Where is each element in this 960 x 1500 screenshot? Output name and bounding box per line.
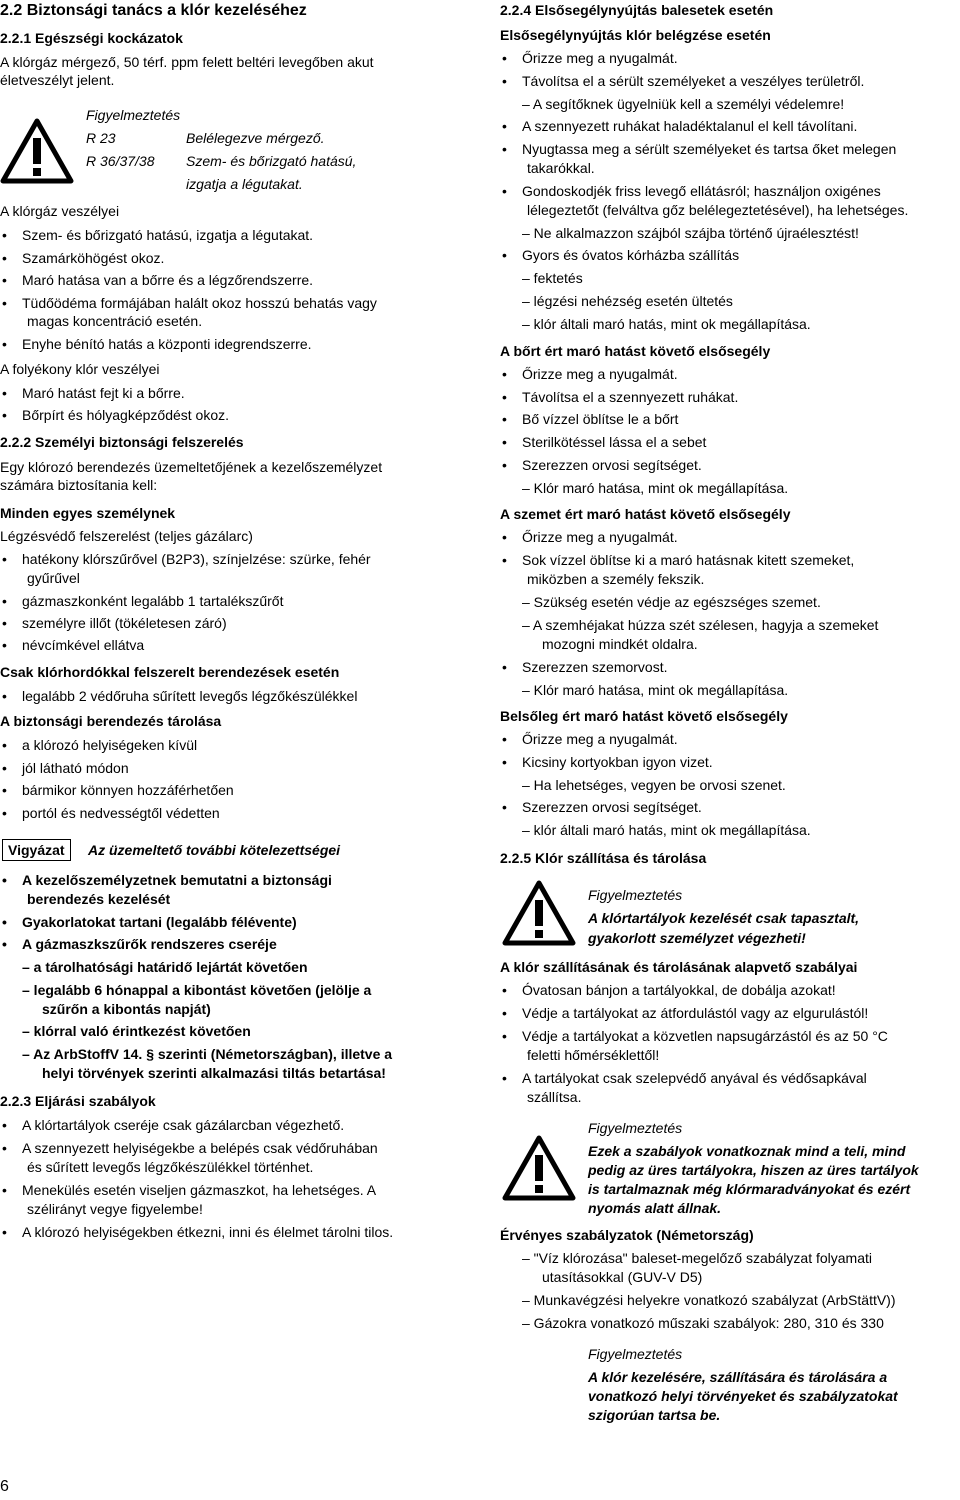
r-code: R 23 [86, 130, 116, 146]
r-code: R 36/37/38 [86, 153, 155, 169]
bullet-icon: • [2, 914, 7, 930]
warning-text: vonatkozó helyi törvényeket és szabályzatokat [588, 1388, 898, 1404]
health-risks-title: 2.2.1 Egészségi kockázatok [0, 30, 183, 46]
list-item-cont: takarókkal. [527, 160, 595, 176]
procedure-rules-title: 2.2.3 Eljárási szabályok [0, 1093, 156, 1109]
bullet-icon: • [502, 141, 507, 157]
bullet-icon: • [502, 118, 507, 134]
list-item: Nyugtassa meg a sérült személyeket és tartsa őket melegen [522, 141, 897, 157]
list-item: Szerezzen orvosi segítséget. [522, 799, 702, 815]
bullet-icon: • [2, 1140, 7, 1156]
list-item: legalább 2 védőruha sűrített levegős légzőkészülékkel [22, 688, 358, 704]
bullet-icon: • [2, 782, 7, 798]
bullet-icon: • [502, 1028, 507, 1044]
list-item-cont: magas koncentráció esetén. [27, 313, 203, 329]
list-item: bármikor könnyen hozzáférhetően [22, 782, 234, 798]
bullet-icon: • [2, 1117, 7, 1133]
sub-item: – Ne alkalmazzon szájból szájba történő újraélesztést! [522, 225, 859, 241]
sub-item-cont: utasításokkal (GUV-V D5) [542, 1269, 703, 1285]
list-item: Sok vízzel öblítse ki a maró hatásnak kitett szemeket, [522, 552, 855, 568]
warning-text: pedig az üres tartályokra, hiszen az üres tartályok [588, 1162, 919, 1178]
bullet-icon: • [502, 434, 507, 450]
bullet-icon: • [2, 688, 7, 704]
list-item: személyre illőt (tökéletesen záró) [22, 615, 227, 631]
list-item: Szem- és bőrizgató hatású, izgatja a légutakat. [22, 227, 314, 243]
list-item: a klórozó helyiségeken kívül [22, 737, 198, 753]
list-item: Gyors és óvatos kórházba szállítás [522, 247, 740, 263]
duty-item: Gyakorlatokat tartani (legalább félévente) [22, 914, 297, 930]
list-item-cont: szállítsa. [527, 1089, 582, 1105]
list-item: Bő vízzel öblítse le a bőrt [522, 411, 679, 427]
intro-line-2: életveszélyt jelent. [0, 72, 115, 88]
sub-item: – Szükség esetén védje az egészséges szemet. [522, 594, 821, 610]
warning-triangle-icon [0, 118, 74, 184]
list-item-cont: és sűrített levegős légzőkészülékkel történhet. [27, 1159, 314, 1175]
list-item: Kicsiny kortyokban igyon vizet. [522, 754, 713, 770]
bullet-icon: • [502, 389, 507, 405]
bullet-icon: • [2, 737, 7, 753]
sub-item: – Ha lehetséges, vegyen be orvosi szenet. [522, 777, 786, 793]
first-aid-title: 2.2.4 Elsősegélynyújtás balesetek esetén [500, 2, 774, 18]
duty-item-cont: berendezés kezelését [27, 891, 171, 907]
list-item: Szerezzen szemorvost. [522, 659, 668, 675]
intro-line-1: A klórgáz mérgező, 50 térf. ppm felett beltéri levegőben akut [0, 54, 374, 70]
list-item: Őrizze meg a nyugalmát. [522, 529, 678, 545]
list-item: A szennyezett helyiségekbe a belépés csak védőruhában [22, 1140, 378, 1156]
r-text: Belélegezve mérgező. [186, 130, 325, 146]
list-item-cont: miközben a személy fekszik. [527, 571, 705, 587]
bullet-icon: • [502, 457, 507, 473]
bullet-icon: • [2, 295, 7, 311]
list-item: Tüdőödéma formájában halált okoz hosszú behatás vagy [22, 295, 377, 311]
list-item: Védje a tartályokat az átfordulástól vagy az elgurulástól! [522, 1005, 869, 1021]
respirator-line: Légzésvédő felszerelést (teljes gázálarc) [0, 528, 253, 544]
bullet-icon: • [2, 936, 7, 952]
sub-item: – légzési nehézség esetén ültetés [522, 293, 733, 309]
bullet-icon: • [2, 872, 7, 888]
bullet-icon: • [502, 529, 507, 545]
list-item-cont: feletti hőmérséklettől! [527, 1047, 660, 1063]
sub-item: – A szemhéjakat húzza szét szélesen, hagyja a szemeket [522, 617, 879, 633]
bullet-icon: • [2, 615, 7, 631]
inhalation-title: Elsősegélynyújtás klór belégzése esetén [500, 27, 771, 43]
equipment-intro-1: Egy klórozó berendezés üzemeltetőjének a kezelőszemélyzet [0, 459, 383, 475]
list-item: Óvatosan bánjon a tartályokkal, de dobálja azokat! [522, 982, 836, 998]
equipment-intro-2: számára biztosítania kell: [0, 477, 158, 493]
warning-text: A klór kezelésére, szállítására és tárolására a [588, 1369, 888, 1385]
list-item: Távolítsa el a szennyezett ruhákat. [522, 389, 739, 405]
bullet-icon: • [2, 272, 7, 288]
sub-item: – "Víz klórozása" baleset-megelőző szabályzat folyamati [522, 1250, 872, 1266]
valid-regulations-title: Érvényes szabályzatok (Németország) [500, 1227, 754, 1243]
bullet-icon: • [502, 73, 507, 89]
list-item: Őrizze meg a nyugalmát. [522, 731, 678, 747]
bullet-icon: • [2, 593, 7, 609]
bullet-icon: • [502, 50, 507, 66]
list-item-cont: lélegeztetőt (felváltva gőz belélegeztetésével), ha lehetséges. [527, 202, 909, 218]
bullet-icon: • [502, 1005, 507, 1021]
warning-text: is tartalmaznak még klórmaradványokat és ezért [588, 1181, 911, 1197]
bullet-icon: • [502, 982, 507, 998]
bullet-icon: • [2, 250, 7, 266]
bullet-icon: • [2, 407, 7, 423]
transport-title: 2.2.5 Klór szállítása és tárolása [500, 850, 707, 866]
list-item: A klórozó helyiségekben étkezni, inni és élelmet tárolni tilos. [22, 1224, 394, 1240]
bullet-icon: • [2, 760, 7, 776]
duty-subitem-cont: szűrőn a kibontás napját) [42, 1001, 211, 1017]
sub-item: – fektetés [522, 270, 583, 286]
bullet-icon: • [502, 247, 507, 263]
warning-text: gyakorlott személyzet végezheti! [588, 930, 806, 946]
bullet-icon: • [502, 552, 507, 568]
everyone-title: Minden egyes személynek [0, 505, 176, 521]
basic-rules-title: A klór szállításának és tárolásának alapvető szabályai [500, 959, 858, 975]
list-item: Menekülés esetén viseljen gázmaszkot, ha lehetséges. A [22, 1182, 377, 1198]
personal-equipment-title: 2.2.2 Személyi biztonsági felszerelés [0, 434, 244, 450]
bullet-icon: • [2, 551, 7, 567]
warning-heading: Figyelmeztetés [588, 1120, 683, 1136]
list-item: Szerezzen orvosi segítséget. [522, 457, 702, 473]
section-title: 2.2 Biztonsági tanács a klór kezeléséhez [0, 2, 307, 19]
list-item: Őrizze meg a nyugalmát. [522, 366, 678, 382]
r-text: izgatja a légutakat. [186, 176, 303, 192]
sub-item: – Munkavégzési helyekre vonatkozó szabályzat (ArbStättV)) [522, 1292, 896, 1308]
bullet-icon: • [502, 799, 507, 815]
warning-text: nyomás alatt állnak. [588, 1200, 722, 1216]
list-item: névcímkével ellátva [22, 637, 145, 653]
warning-text: A klórtartályok kezelését csak tapasztalt, [588, 910, 860, 926]
warning-text: szigorúan tartsa be. [588, 1407, 721, 1423]
storage-title: A biztonsági berendezés tárolása [0, 713, 222, 729]
duty-subitem-cont: helyi törvények szerinti alkalmazási tiltás betartása! [42, 1065, 386, 1081]
duty-subitem: – klórral való érintkezést követően [22, 1023, 251, 1039]
caution-title: Az üzemeltető további kötelezettségei [88, 842, 341, 858]
list-item: jól látható módon [22, 760, 129, 776]
list-item-cont: szélirányt vegye figyelembe! [27, 1201, 203, 1217]
warning-heading: Figyelmeztetés [588, 1346, 683, 1362]
warning-triangle-icon [502, 1135, 576, 1201]
warning-heading: Figyelmeztetés [588, 887, 683, 903]
skin-title: A bőrt ért maró hatást követő elsősegély [500, 343, 771, 359]
bullet-icon: • [502, 183, 507, 199]
duty-subitem: – legalább 6 hónappal a kibontást követően (jelölje a [22, 982, 372, 998]
sub-item: – klór általi maró hatás, mint ok megállapítása. [522, 822, 811, 838]
bullet-icon: • [2, 385, 7, 401]
list-item: A tartályokat csak szelepvédő anyával és védősapkával [522, 1070, 867, 1086]
eye-title: A szemet ért maró hatást követő elsősegély [500, 506, 791, 522]
list-item: hatékony klórszűrővel (B2P3), színjelzése: szürke, fehér [22, 551, 371, 567]
drum-only-title: Csak klórhordókkal felszerelt berendezések esetén [0, 664, 340, 680]
sub-item: – Klór maró hatása, mint ok megállapítása. [522, 480, 789, 496]
sub-item-cont: mozogni mindkét oldalra. [542, 636, 698, 652]
list-item: Gondoskodjék friss levegő ellátásról; használjon oxigénes [522, 183, 881, 199]
bullet-icon: • [502, 754, 507, 770]
bullet-icon: • [502, 1070, 507, 1086]
sub-item: – Klór maró hatása, mint ok megállapítása. [522, 682, 789, 698]
bullet-icon: • [2, 336, 7, 352]
list-item: Maró hatást fejt ki a bőrre. [22, 385, 185, 401]
page-number: 6 [0, 1478, 9, 1495]
duty-subitem: – Az ArbStoffV 14. § szerinti (Németországban), illetve a [22, 1046, 393, 1062]
list-item: Sterilkötéssel lássa el a sebet [522, 434, 707, 450]
internal-title: Belsőleg ért maró hatást követő elsősegély [500, 708, 788, 724]
list-item: portól és nedvességtől védetten [22, 805, 220, 821]
warning-text: Ezek a szabályok vonatkoznak mind a teli, mind [588, 1143, 906, 1159]
list-item: Őrizze meg a nyugalmát. [522, 50, 678, 66]
sub-item: – Gázokra vonatkozó műszaki szabályok: 280, 310 és 330 [522, 1315, 884, 1331]
list-item: A szennyezett ruhákat haladéktalanul el kell távolítani. [522, 118, 858, 134]
bullet-icon: • [2, 805, 7, 821]
list-item: Távolítsa el a sérült személyeket a veszélyes területről. [522, 73, 865, 89]
bullet-icon: • [502, 411, 507, 427]
bullet-icon: • [502, 366, 507, 382]
duty-item: A kezelőszemélyzetnek bemutatni a biztonsági [22, 872, 332, 888]
sub-item: – klór általi maró hatás, mint ok megállapítása. [522, 316, 811, 332]
bullet-icon: • [2, 227, 7, 243]
list-item: A klórtartályok cseréje csak gázálarcban végezhető. [22, 1117, 345, 1133]
warning-triangle-icon [502, 880, 576, 946]
warning-heading: Figyelmeztetés [86, 107, 181, 123]
list-item: Szamárköhögést okoz. [22, 250, 165, 266]
gas-dangers-title: A klórgáz veszélyei [0, 203, 120, 219]
list-item-cont: gyűrűvel [27, 570, 80, 586]
bullet-icon: • [502, 731, 507, 747]
bullet-icon: • [2, 1224, 7, 1240]
r-text: Szem- és bőrizgató hatású, [186, 153, 357, 169]
bullet-icon: • [2, 637, 7, 653]
caution-badge: Vigyázat [2, 839, 71, 861]
list-item: Védje a tartályokat a közvetlen napsugárzástól és az 50 °C [522, 1028, 888, 1044]
liquid-dangers-title: A folyékony klór veszélyei [0, 361, 160, 377]
list-item: gázmaszkonként legalább 1 tartalékszűrőt [22, 593, 284, 609]
duty-subitem: – a tárolhatósági határidő lejártát követően [22, 959, 308, 975]
sub-item: – A segítőknek ügyelniük kell a személyi védelemre! [522, 96, 845, 112]
list-item: Enyhe bénító hatás a központi idegrendszerre. [22, 336, 312, 352]
list-item: Bőrpírt és hólyagképződést okoz. [22, 407, 230, 423]
bullet-icon: • [502, 659, 507, 675]
duty-item: A gázmaszkszűrők rendszeres cseréje [22, 936, 277, 952]
bullet-icon: • [2, 1182, 7, 1198]
list-item: Maró hatása van a bőrre és a légzőrendszerre. [22, 272, 314, 288]
